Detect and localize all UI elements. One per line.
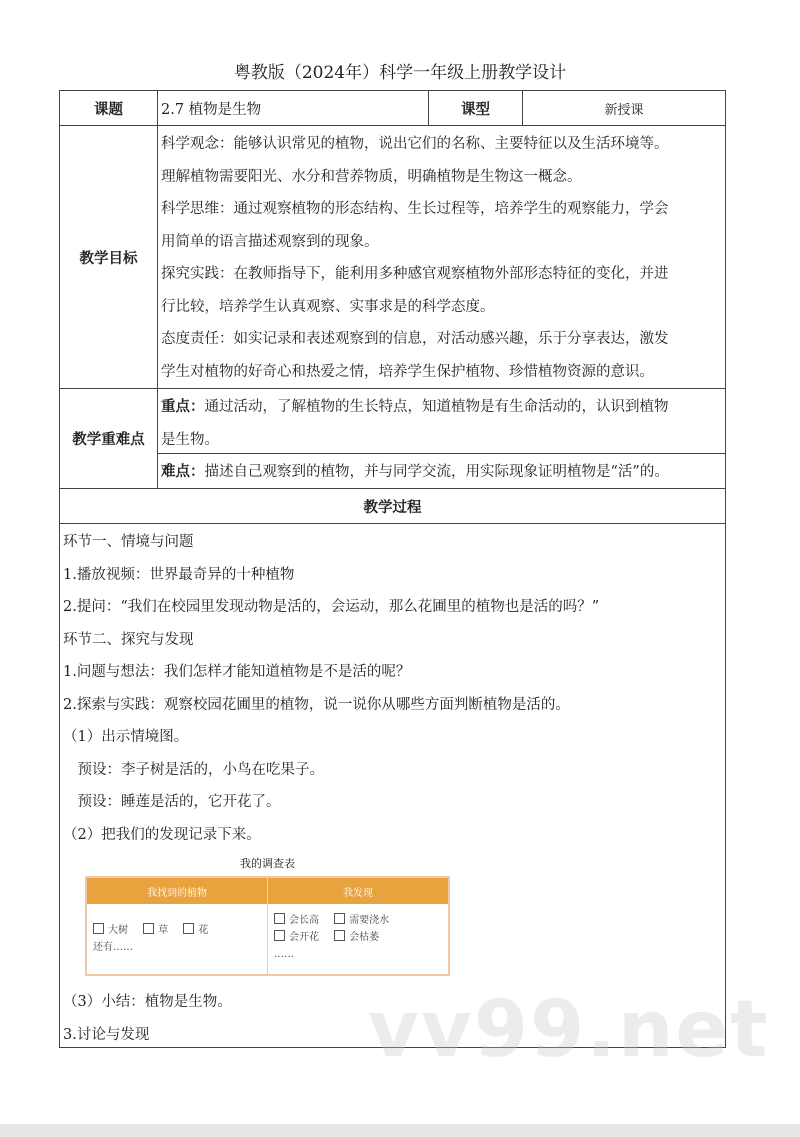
key-label: 重点： <box>161 398 205 415</box>
process-line: 预设：睡莲是活的，它开花了。 <box>63 794 281 810</box>
option-label: 草 <box>158 925 169 936</box>
topic-value: 2.7 植物是生物 <box>157 90 429 126</box>
survey-col-findings: 我发现 <box>343 887 373 899</box>
process-line: （2）把我们的发现记录下来。 <box>63 826 261 843</box>
checkbox-icon <box>143 923 154 934</box>
process-line: 1.播放视频：世界最奇异的十种植物 <box>63 566 295 583</box>
process-header: 教学过程 <box>59 488 726 524</box>
key-point <box>157 388 726 454</box>
goal-line: 科学思维：通过观察植物的形态结构、生长过程等，培养学生的观察能力，学会 <box>161 201 669 217</box>
more-label: 还有…… <box>93 942 133 953</box>
watermark: vv99.net <box>368 985 770 1075</box>
document-title: 粤教版（2024年）科学一年级上册教学设计 <box>233 63 567 83</box>
difficult-point <box>157 453 726 489</box>
goals-content <box>157 125 726 389</box>
process-line: （1）出示情境图。 <box>63 729 189 745</box>
goal-line: 探究实践：在教师指导下，能利用多种感官观察植物外部形态特征的变化，并进 <box>161 266 669 282</box>
process-line: 预设：李子树是活的，小鸟在吃果子。 <box>63 761 324 778</box>
goal-line: 学生对植物的好奇心和热爱之情，培养学生保护植物、珍惜植物资源的意识。 <box>161 363 654 380</box>
goal-line: 用简单的语言描述观察到的现象。 <box>161 233 379 250</box>
process-line: （3）小结：植物是生物。 <box>63 994 232 1010</box>
checkbox-icon <box>334 913 345 924</box>
goals-label: 教学目标 <box>59 125 158 389</box>
survey-table <box>85 876 450 976</box>
goal-line: 行比较，培养学生认真观察、实事求是的科学态度。 <box>161 298 495 315</box>
diff-label: 难点： <box>161 463 205 480</box>
process-line: 2.提问：“我们在校园里发现动物是活的，会运动，那么花圃里的植物也是活的吗？” <box>63 599 600 615</box>
topic-label: 课题 <box>59 90 158 126</box>
checkbox-icon <box>93 923 104 934</box>
diff-text: 描述自己观察到的植物，并与同学交流，用实际现象证明植物是“活”的。 <box>204 464 669 480</box>
goal-line: 态度责任：如实记录和表述观察到的信息，对活动感兴趣，乐于分享表达，激发 <box>161 331 669 347</box>
survey-title: 我的调查表 <box>240 857 295 870</box>
option-label: 会开花 <box>289 932 319 943</box>
page-footer-bar <box>0 1124 800 1137</box>
option-label: 需要浇水 <box>349 915 390 926</box>
process-line: 1.问题与想法：我们怎样才能知道植物是不是活的呢？ <box>63 664 411 680</box>
goal-line: 理解植物需要阳光、水分和营养物质，明确植物是生物这一概念。 <box>161 168 582 185</box>
checkbox-icon <box>274 930 285 941</box>
option-label: 会枯萎 <box>349 932 380 943</box>
ellipsis: …… <box>274 949 294 960</box>
process-line: 环节一、情境与问题 <box>63 534 194 550</box>
process-line: 3.讨论与发现 <box>63 1026 150 1043</box>
key-text: 通过活动，了解植物的生长特点，知道植物是有生命活动的，认识到植物 <box>204 399 669 415</box>
option-label: 花 <box>198 925 209 936</box>
keypoints-label: 教学重难点 <box>59 388 158 489</box>
checkbox-icon <box>334 930 345 941</box>
type-value: 新授课 <box>522 90 726 126</box>
type-label: 课型 <box>428 90 523 126</box>
checkbox-icon <box>274 913 285 924</box>
process-line: 环节二、探究与发现 <box>63 631 194 648</box>
option-label: 会长高 <box>289 915 319 926</box>
process-line: 2.探索与实践：观察校园花圃里的植物，说一说你从哪些方面判断植物是活的。 <box>63 696 570 713</box>
option-label: 大树 <box>108 925 128 936</box>
key-text-cont: 是生物。 <box>161 431 219 448</box>
goal-line: 科学观念：能够认识常见的植物，说出它们的名称、主要特征以及生活环境等。 <box>161 136 669 152</box>
checkbox-icon <box>183 923 194 934</box>
survey-col-plants: 我找到的植物 <box>87 878 268 904</box>
